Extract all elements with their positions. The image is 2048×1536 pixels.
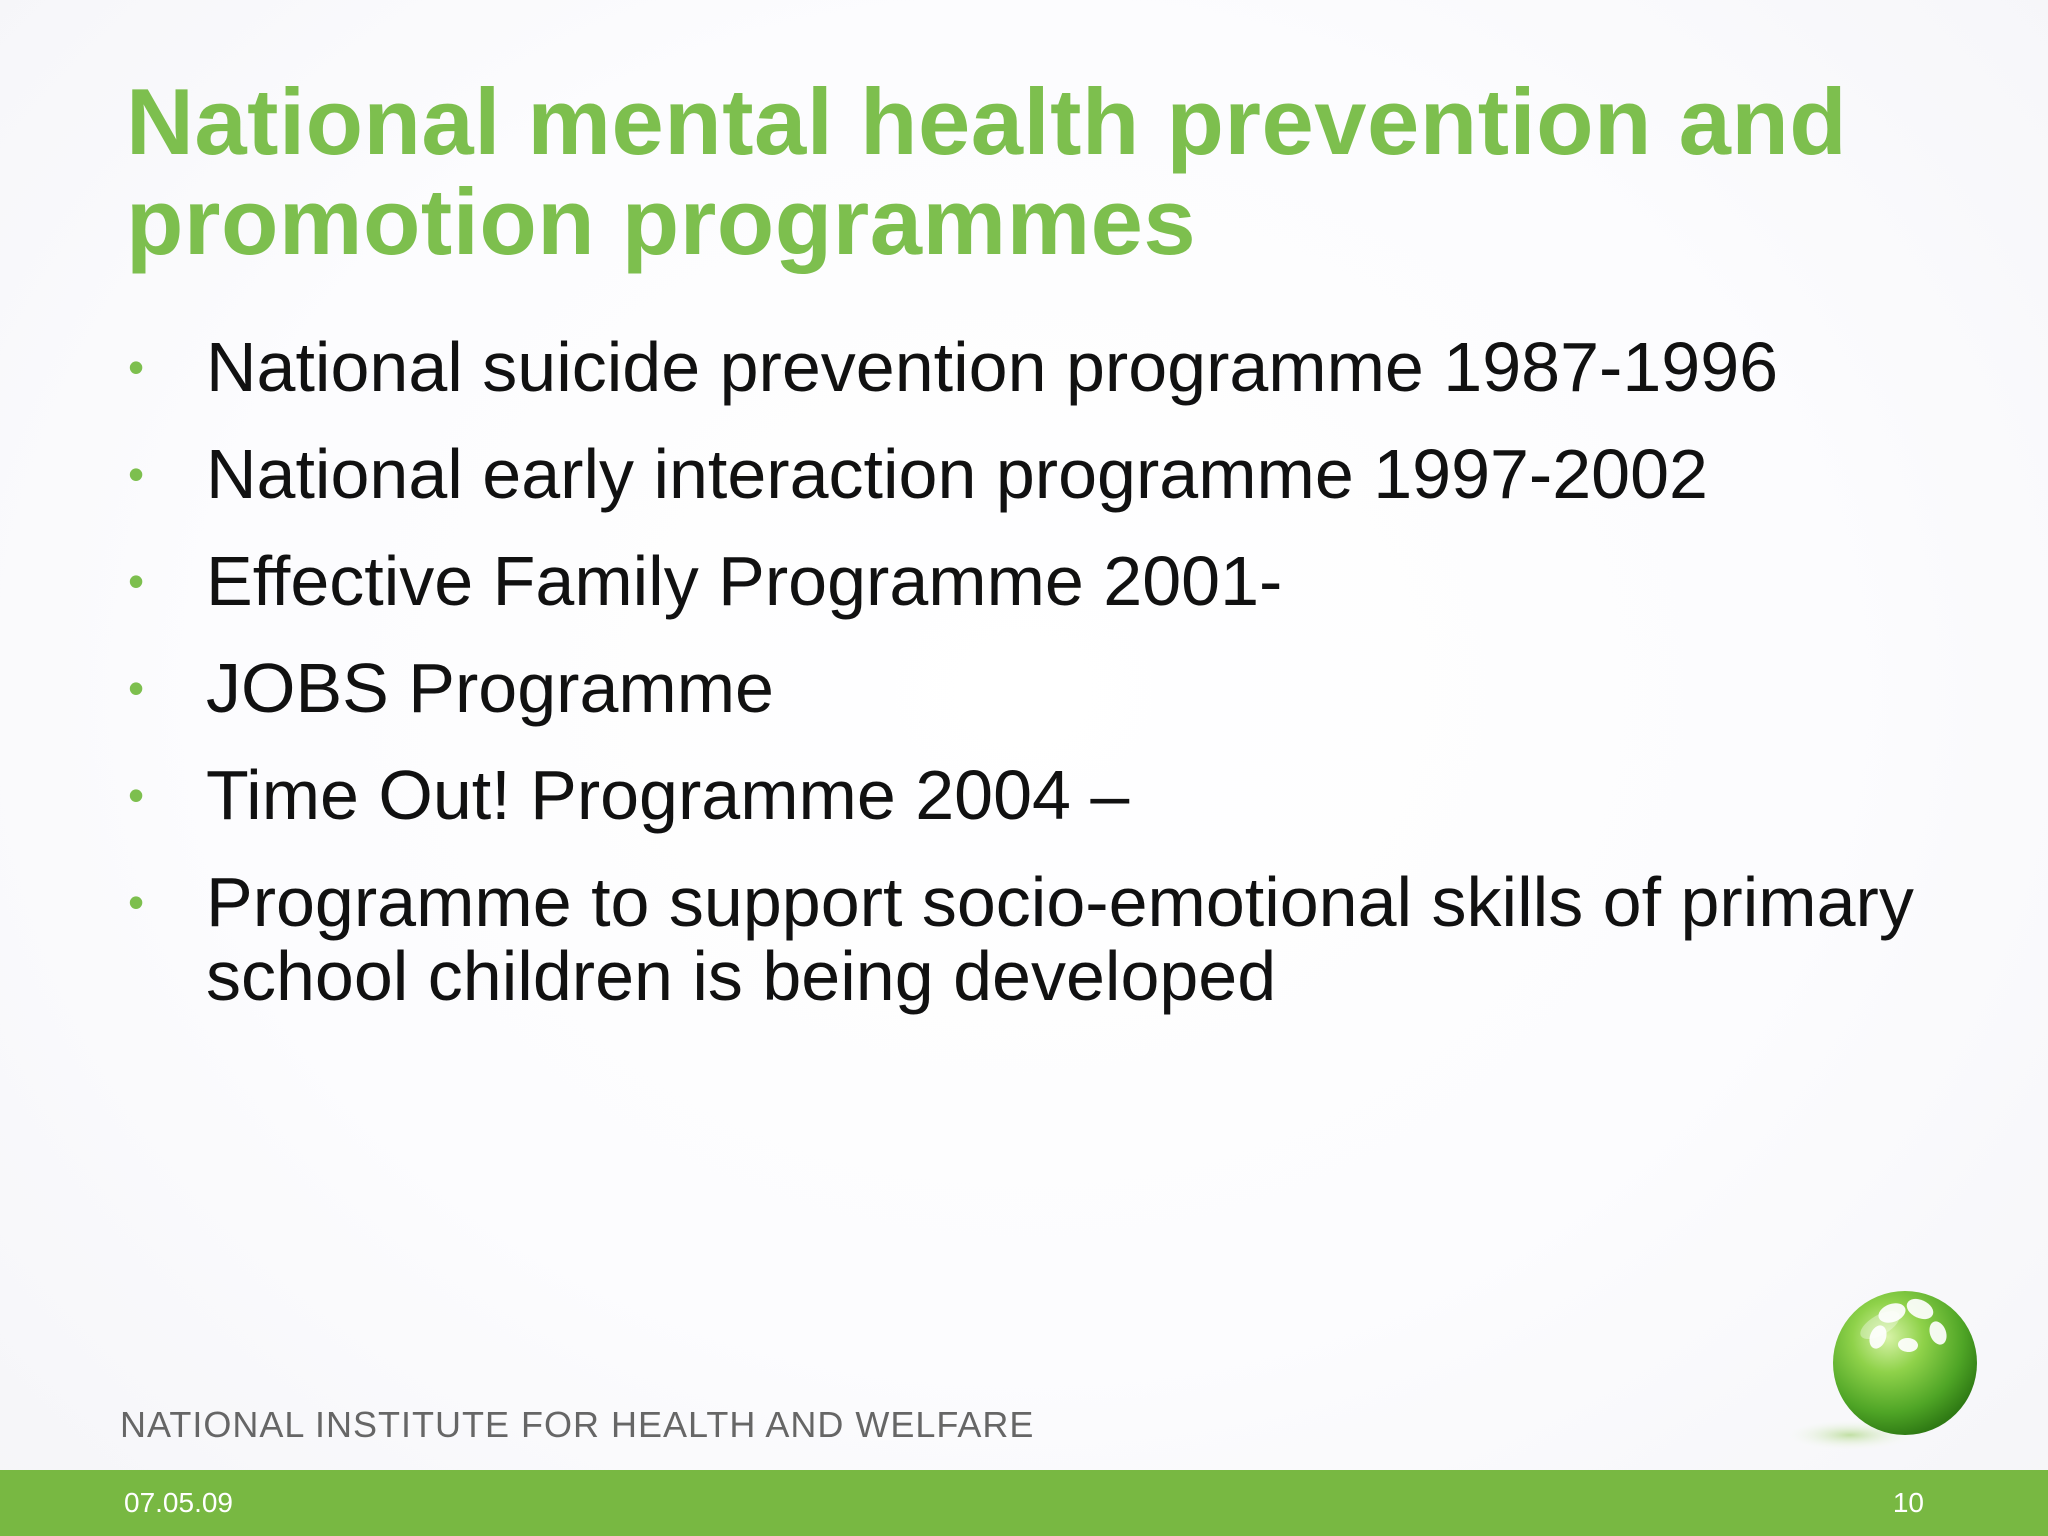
green-sphere-logo-icon — [1780, 1285, 1985, 1455]
bullet-list — [120, 330, 1920, 1046]
bullet-dot-icon: • — [128, 769, 145, 821]
bullet-dot-icon: • — [128, 448, 145, 500]
slide-title: National mental health prevention and promotion programmes — [126, 69, 1848, 274]
bullet-text: National early interaction programme 1997-2002 — [206, 435, 1708, 513]
footer-bar — [0, 1470, 2048, 1536]
bullet-text: National suicide prevention programme 1987-1996 — [206, 328, 1779, 406]
bullet-dot-icon: • — [128, 876, 145, 928]
bullet-dot-icon: • — [128, 555, 145, 607]
bullet-item — [120, 437, 1920, 511]
bullet-item — [120, 865, 1920, 1013]
bullet-item — [120, 544, 1920, 618]
bullet-item — [120, 758, 1920, 832]
bullet-dot-icon: • — [128, 662, 145, 714]
slide-date: 07.05.09 — [124, 1487, 233, 1518]
bullet-item — [120, 330, 1920, 404]
organization-name: NATIONAL INSTITUTE FOR HEALTH AND WELFARE — [120, 1404, 1035, 1445]
bullet-text: Effective Family Programme 2001- — [206, 542, 1283, 620]
bullet-item — [120, 651, 1920, 725]
bullet-dot-icon: • — [128, 341, 145, 393]
page-number: 10 — [1892, 1487, 1924, 1518]
bullet-text: Time Out! Programme 2004 – — [206, 756, 1130, 834]
bullet-text: Programme to support socio-emotional skills of primary school children is being developed — [206, 863, 1914, 1015]
bullet-text: JOBS Programme — [206, 649, 774, 727]
